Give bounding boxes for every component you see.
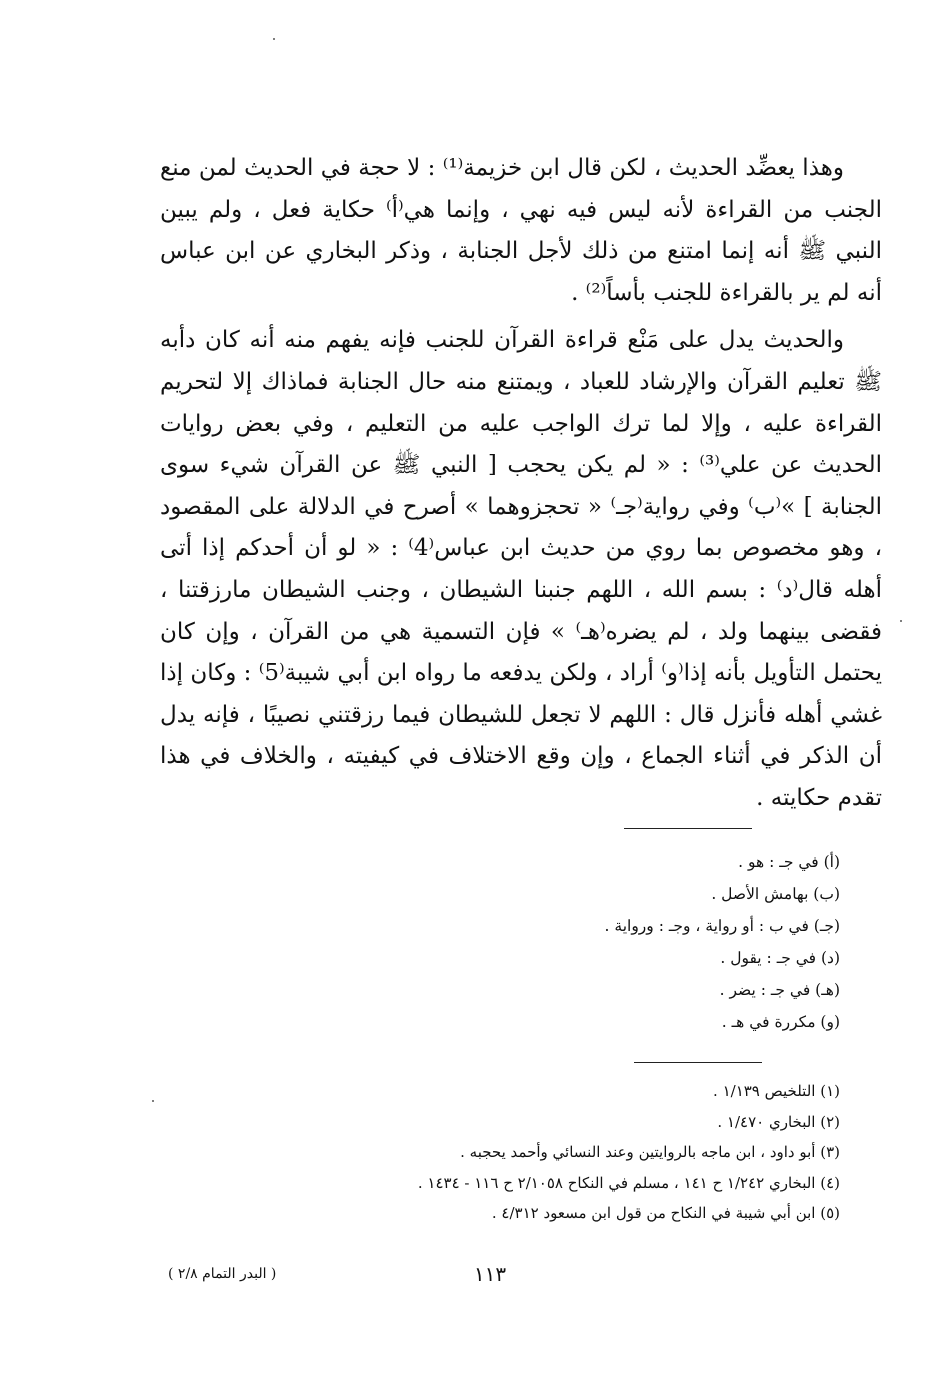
letter-footnotes xyxy=(200,846,840,1038)
running-footer-title: ( البدر التمام ٢/٨ ) xyxy=(168,1266,277,1282)
footnote-letter: (هـ) في جـ : يضر . xyxy=(719,981,840,999)
footnote-number: (٤) البخاري ١/٢٤٢ ح ١٤١ ، مسلم في النكاح ٢/١٠٥٨ ح ١١٦ - ١٤٣٤ . xyxy=(417,1173,840,1192)
footnote-letter: (د) في جـ : يقول . xyxy=(720,949,840,967)
paragraph-1: وهذا يعضِّد الحديث ، لكن قال ابن خزيمة⁽¹⁾ : لا حجة في الحديث لمن منع الجنب من القراءة لأنه ليس فيه نهي ، وإنما هي⁽أ⁾ حكاية فعل ، ولم يبين النبي ﷺ أنه إنما امتنع من ذلك لأجل الجنابة ، وذكر البخاري عن ابن عباس أنه لم ير بالقراءة للجنب بأساً⁽²⁾ . xyxy=(160,155,882,306)
footnote-divider-letters xyxy=(624,828,752,829)
footnote-letter: (جـ) في ب : أو رواية ، وجـ : ورواية . xyxy=(604,917,840,935)
scan-speck xyxy=(152,1100,154,1102)
footnote-number: (٢) البخاري ١/٤٧٠ . xyxy=(717,1112,840,1131)
footnote-number: (٣) أبو داود ، ابن ماجه بالروايتين وعند النسائي وأحمد يحجبه . xyxy=(460,1143,840,1161)
footnote-letter: (أ) في جـ : هو . xyxy=(738,853,840,871)
footnote-letter: (ب) بهامش الأصل . xyxy=(711,885,840,903)
page-number: ١١٣ xyxy=(473,1262,507,1286)
scan-speck xyxy=(900,620,902,622)
main-text-block xyxy=(160,148,882,820)
paragraph-2: والحديث يدل على مَنْع قراءة القرآن للجنب فإنه يفهم منه أنه كان دأبه ﷺ تعليم القرآن والإرشاد للعباد ، ويمتنع منه حال الجنابة فماذاك إلا لتحريم القراءة عليه ، وإلا لما ترك الواجب عليه من التعليم ، وفي بعض روايات الحديث عن علي⁽³⁾ : « لم يكن يحجب [ النبي ﷺ عن القرآن شيء سوى الجنابة ] »⁽ب⁾ وفي رواية⁽جـ⁾ « تحجزوهما » أصرح في الدلالة على المقصود ، وهو مخصوص بما روي من حديث ابن عباس⁽4⁾ : « لو أن أحدكم إذا أتى أهله قال⁽د⁾ : بسم الله ، اللهم جنبنا الشيطان ، وجنب الشيطان مارزقتنا ، فقضى بينهما ولد ، لم يضره⁽هـ⁾ » فإن التسمية هي من القرآن ، وإن كان يحتمل التأويل بأنه إذا⁽و⁾ أراد ، ولكن يدفعه ما رواه ابن أبي شيبة⁽5⁾ : وكان إذا غشي أهله فأنزل قال : اللهم لا تجعل للشيطان فيما رزقتني نصيبًا ، فإنه يدل أن الذكر في أثناء الجماع ، وإن وقع الاختلاف في كيفيته ، والخلاف في هذا تقدم حكايته . xyxy=(160,327,882,811)
footnote-letter: (و) مكررة في هـ . xyxy=(721,1013,840,1031)
footnote-number: (٥) ابن أبي شيبة في النكاح من قول ابن مسعود ٤/٣١٢ . xyxy=(491,1204,840,1222)
footnote-number: (١) التلخيص ١/١٣٩ . xyxy=(713,1082,840,1100)
scan-speck xyxy=(273,38,275,40)
footnote-divider-numbers xyxy=(634,1062,762,1063)
numbered-footnotes xyxy=(200,1076,840,1229)
